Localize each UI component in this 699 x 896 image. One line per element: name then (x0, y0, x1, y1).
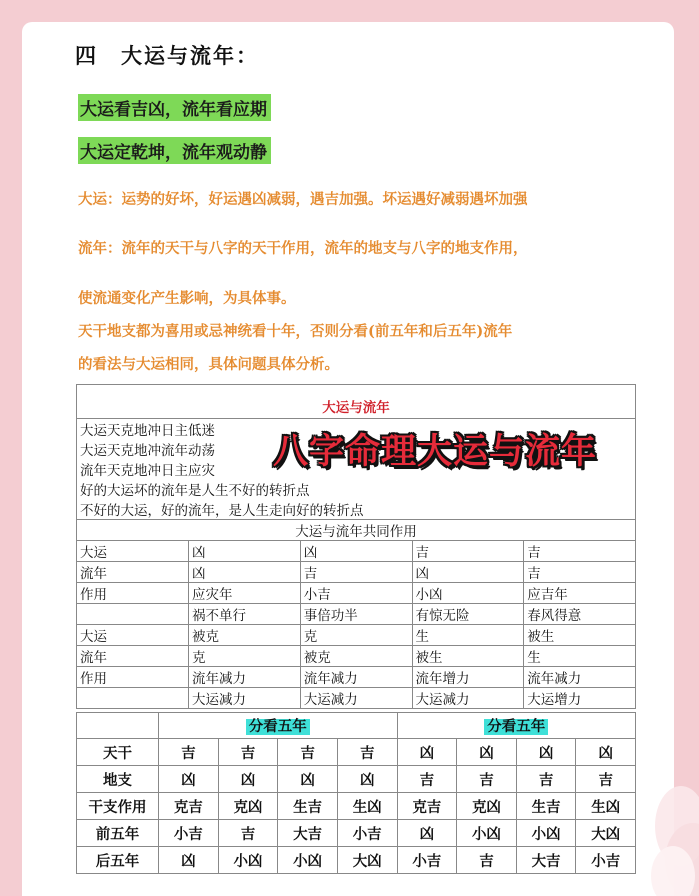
table-cell: 小吉 (397, 847, 457, 874)
table-row (77, 583, 636, 604)
table-cell: 大运增力 (524, 688, 636, 709)
table-cell: 吉 (300, 562, 412, 583)
table-row (77, 604, 636, 625)
table-cell: 吉 (278, 739, 338, 766)
table-cell: 小吉 (159, 820, 219, 847)
table-row (77, 766, 636, 793)
table-cell: 大运减力 (189, 688, 301, 709)
table-cell (77, 688, 189, 709)
table-cell: 流年 (77, 646, 189, 667)
table1-rule: 流年天克地冲日主应灾 (77, 459, 636, 479)
table-cell: 大凶 (337, 847, 397, 874)
paragraph-tiangan-dizhi: 天干地支都为喜用或忌神统看十年，否则分看(前五年和后五年)流年 (78, 323, 513, 340)
table1-rule: 大运天克地冲日主低迷 (77, 419, 636, 440)
table-cell: 干支作用 (77, 793, 159, 820)
table-cell: 凶 (189, 541, 301, 562)
table-cell: 凶 (397, 820, 457, 847)
table-cell: 生 (524, 646, 636, 667)
table-cell: 小凶 (412, 583, 524, 604)
overlay-title: 八字命理大运与流年 (273, 432, 598, 472)
table-cell: 小凶 (516, 820, 576, 847)
table-cell: 吉 (412, 541, 524, 562)
table-cell: 克吉 (159, 793, 219, 820)
table-cell: 生 (412, 625, 524, 646)
table-cell: 祸不单行 (189, 604, 301, 625)
table-cell: 前五年 (77, 820, 159, 847)
table-cell: 凶 (218, 766, 278, 793)
paragraph-liunian: 流年：流年的天干与八字的天干作用，流年的地支与八字的地支作用， (78, 240, 528, 257)
paragraph-dayun: 大运：运势的好坏，好运遇凶减弱，遇吉加强。坏运遇好减弱遇坏加强 (78, 191, 528, 208)
table-cell: 凶 (159, 847, 219, 874)
table-cell: 凶 (278, 766, 338, 793)
table-row (77, 646, 636, 667)
table-cell: 小凶 (218, 847, 278, 874)
table-cell: 大运 (77, 625, 189, 646)
table-cell: 作用 (77, 583, 189, 604)
table-row (77, 820, 636, 847)
table-cell: 吉 (159, 739, 219, 766)
table2-group-header: 分看五年 (397, 713, 636, 739)
paragraph-liunian-cont: 使流通变化产生影响，为具体事。 (78, 290, 296, 307)
table-row (77, 667, 636, 688)
table-cell: 被生 (524, 625, 636, 646)
table-cell: 凶 (337, 766, 397, 793)
table-cell: 大运减力 (300, 688, 412, 709)
table-row (77, 688, 636, 709)
table-cell: 地支 (77, 766, 159, 793)
table-cell: 凶 (189, 562, 301, 583)
table-cell: 应吉年 (524, 583, 636, 604)
table-cell: 生凶 (576, 793, 636, 820)
table2-corner (77, 713, 159, 739)
table-cell (77, 604, 189, 625)
table-cell: 克凶 (218, 793, 278, 820)
table-cell: 被克 (189, 625, 301, 646)
table-cell: 小吉 (300, 583, 412, 604)
table-cell: 吉 (576, 766, 636, 793)
table-cell: 小凶 (457, 820, 517, 847)
table-cell: 凶 (159, 766, 219, 793)
table-cell: 小吉 (337, 820, 397, 847)
table-cell: 克 (300, 625, 412, 646)
table-cell: 凶 (397, 739, 457, 766)
table-cell: 生吉 (278, 793, 338, 820)
table-cell: 生凶 (337, 793, 397, 820)
table-cell: 天干 (77, 739, 159, 766)
table1-title: 大运与流年 (77, 385, 636, 419)
table-cell: 吉 (218, 739, 278, 766)
table-cell: 凶 (412, 562, 524, 583)
section-title: 四 大运与流年： (75, 43, 259, 68)
table2-body (77, 739, 636, 874)
table-cell: 大凶 (576, 820, 636, 847)
table-cell: 克 (189, 646, 301, 667)
table-row (77, 739, 636, 766)
table-cell: 流年增力 (412, 667, 524, 688)
table-cell: 被克 (300, 646, 412, 667)
table-cell: 小凶 (278, 847, 338, 874)
table-cell: 吉 (337, 739, 397, 766)
table-cell: 吉 (524, 562, 636, 583)
table1-rule: 大运天克地冲流年动荡 (77, 439, 636, 459)
table1-rule: 不好的大运，好的流年，是人生走向好的转折点 (77, 499, 636, 520)
table-cell: 凶 (516, 739, 576, 766)
table-cell: 吉 (397, 766, 457, 793)
table-cell: 吉 (218, 820, 278, 847)
highlight-line-2: 大运定乾坤，流年观动静 (78, 137, 271, 164)
table-cell: 克凶 (457, 793, 517, 820)
table-row (77, 541, 636, 562)
table-cell: 克吉 (397, 793, 457, 820)
table-cell: 流年减力 (189, 667, 301, 688)
table-cell: 后五年 (77, 847, 159, 874)
table-row (77, 793, 636, 820)
highlight-line-1: 大运看吉凶，流年看应期 (78, 94, 271, 121)
table-row (77, 625, 636, 646)
table-cell: 吉 (457, 847, 517, 874)
table-cell: 吉 (524, 541, 636, 562)
table-cell: 凶 (457, 739, 517, 766)
paragraph-tiangan-dizhi-cont: 的看法与大运相同，具体问题具体分析。 (78, 356, 339, 373)
table-row (77, 562, 636, 583)
table1-body (77, 541, 636, 709)
table-cell: 作用 (77, 667, 189, 688)
table-cell: 凶 (576, 739, 636, 766)
five-year-table (76, 712, 636, 874)
table-cell: 大吉 (516, 847, 576, 874)
table-cell: 小吉 (576, 847, 636, 874)
table-cell: 被生 (412, 646, 524, 667)
table-cell: 吉 (516, 766, 576, 793)
table-cell: 大吉 (278, 820, 338, 847)
table-cell: 大运减力 (412, 688, 524, 709)
flower-decoration (633, 756, 699, 896)
table-row (77, 847, 636, 874)
table-cell: 凶 (300, 541, 412, 562)
table-cell: 春风得意 (524, 604, 636, 625)
table-cell: 流年减力 (524, 667, 636, 688)
table-cell: 大运 (77, 541, 189, 562)
table-cell: 吉 (457, 766, 517, 793)
table-cell: 事倍功半 (300, 604, 412, 625)
table1-rule: 好的大运坏的流年是人生不好的转折点 (77, 479, 636, 499)
table-cell: 应灾年 (189, 583, 301, 604)
table1-common-title: 大运与流年共同作用 (77, 520, 636, 541)
table2-group-header: 分看五年 (159, 713, 398, 739)
table-cell: 流年减力 (300, 667, 412, 688)
table-cell: 流年 (77, 562, 189, 583)
table-cell: 有惊无险 (412, 604, 524, 625)
table-cell: 生吉 (516, 793, 576, 820)
